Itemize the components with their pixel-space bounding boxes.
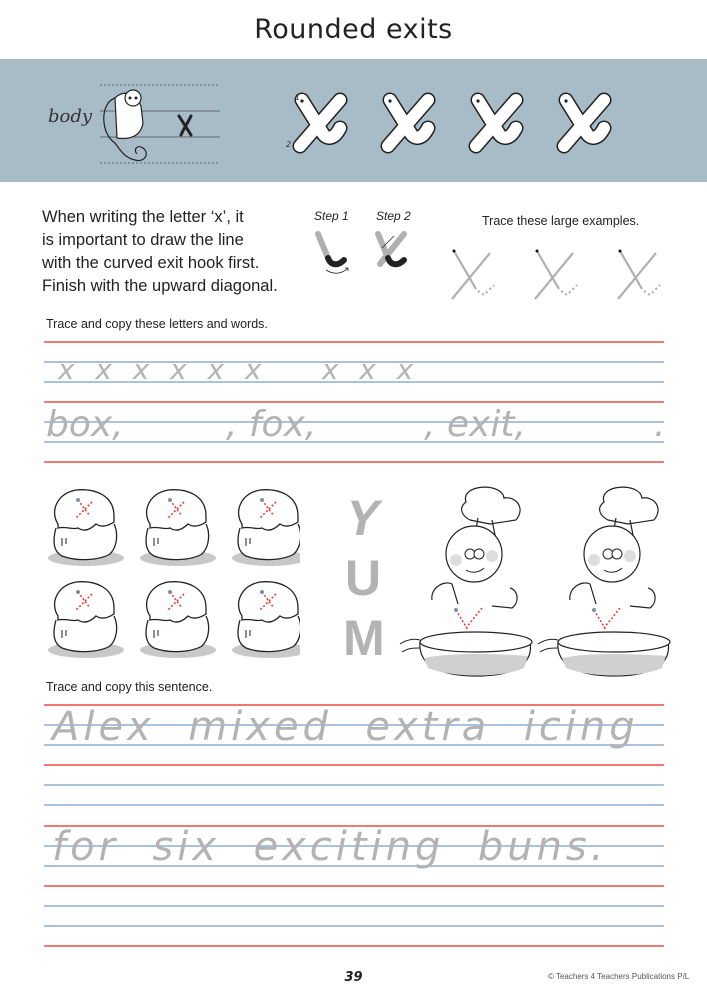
bun-4 — [48, 582, 124, 658]
sentence-label: Trace and copy this sentence. — [46, 680, 213, 694]
bun-6 — [232, 582, 300, 658]
large-examples-label: Trace these large examples. — [482, 214, 640, 228]
intro-line: When writing the letter ‘x’, it — [42, 208, 244, 226]
example-word: body — [48, 106, 93, 127]
bun-2 — [140, 490, 216, 566]
intro-line: with the curved exit hook first. — [42, 254, 260, 272]
trace-sentence-line-2: for six exciting buns. — [52, 824, 608, 870]
possum-illustration — [95, 78, 225, 170]
sentence-practice-lines[interactable] — [44, 704, 664, 954]
chefs-illustration — [392, 480, 702, 680]
trace-word-box: box, — [46, 404, 124, 445]
trace-sentence-line-1: Alex mixed extra icing — [52, 704, 639, 750]
step-1-stroke — [318, 234, 348, 273]
stroke-steps-diagram — [310, 228, 420, 278]
outline-letters — [282, 88, 622, 156]
intro-text — [42, 206, 312, 298]
large-trace-examples — [448, 245, 678, 303]
yum-letter: Y — [340, 490, 386, 546]
bun-5 — [140, 582, 216, 658]
trace-final-period: . — [654, 404, 666, 445]
outline-x-3 — [476, 99, 516, 146]
step-2-stroke — [378, 234, 404, 264]
copyright-notice: © Teachers 4 Teachers Publications P/L — [548, 972, 690, 981]
yum-letter: U — [344, 550, 382, 606]
page-title: Rounded exits — [254, 14, 453, 45]
trace-letters-row: x x x x x x x x x — [58, 353, 415, 386]
yum-text — [340, 488, 386, 668]
page-number: 39 — [344, 970, 363, 985]
letters-words-label: Trace and copy these letters and words. — [46, 317, 268, 331]
trace-word-exit: , exit, — [424, 404, 526, 445]
letter-practice-lines[interactable] — [44, 341, 664, 471]
outline-x-2 — [388, 99, 428, 146]
chef-2 — [538, 487, 670, 676]
outline-x-4 — [564, 99, 604, 146]
bun-3 — [232, 490, 300, 566]
large-x-1 — [452, 250, 494, 300]
trace-word-fox: , fox, — [226, 404, 317, 445]
yum-letter: M — [343, 610, 385, 666]
step-2-label: Step 2 — [376, 209, 411, 223]
step-1-label: Step 1 — [314, 209, 349, 223]
intro-line: Finish with the upward diagonal. — [42, 277, 278, 295]
stroke-number-1: 1 — [295, 93, 301, 102]
bun-1 — [48, 490, 124, 566]
outline-x-1 — [300, 99, 340, 146]
chef-1 — [400, 487, 532, 676]
stroke-number-2: 2 — [286, 140, 292, 149]
intro-line: is important to draw the line — [42, 231, 244, 249]
buns-illustration — [40, 480, 300, 680]
large-x-2 — [535, 250, 577, 300]
large-x-3 — [618, 250, 660, 300]
